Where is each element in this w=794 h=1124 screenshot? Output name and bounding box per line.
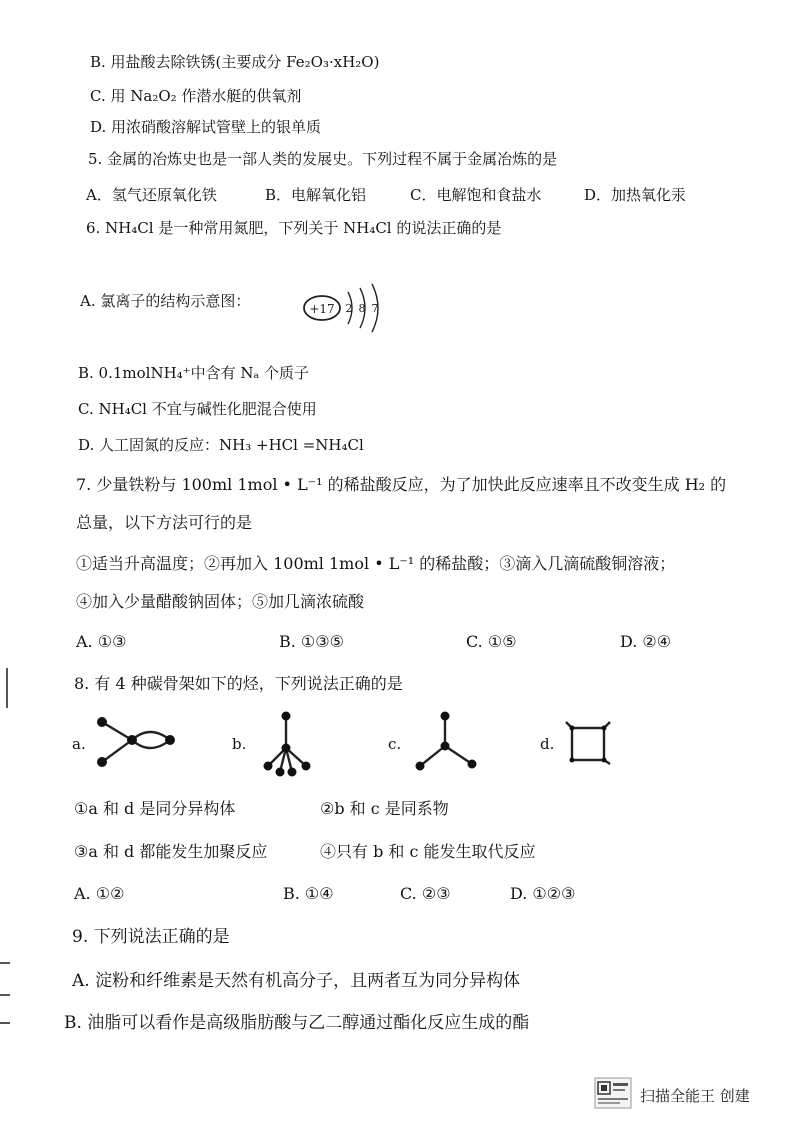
camscanner-logo-icon	[594, 1077, 632, 1109]
nucleus-charge: +17	[309, 302, 335, 316]
scan-edge-mark	[0, 994, 10, 996]
q6-stem: 6. NH₄Cl 是一种常用氮肥，下列关于 NH₄Cl 的说法正确的是	[86, 219, 502, 237]
q5-stem: 5. 金属的冶炼史也是一部人类的发展史。下列过程不属于金属冶炼的是	[88, 150, 558, 168]
q8-statement-4: ④只有 b 和 c 能发生取代反应	[320, 842, 536, 861]
q7-option-a: A. ①③	[76, 632, 127, 651]
q8-statement-1: ①a 和 d 是同分异构体	[74, 799, 236, 818]
scan-edge-mark	[6, 668, 8, 708]
q9-option-b: B. 油脂可以看作是高级脂肪酸与乙二醇通过酯化反应生成的酯	[64, 1013, 530, 1033]
q7-option-d: D. ②④	[620, 632, 672, 651]
shell-2-count: 8	[358, 302, 366, 315]
q5-option-c: C．电解饱和食盐水	[410, 186, 542, 204]
q8-stem: 8. 有 4 种碳骨架如下的烃，下列说法正确的是	[74, 674, 403, 693]
scan-edge-mark	[0, 1022, 10, 1024]
q7-option-c: C. ①⑤	[466, 632, 517, 651]
skeleton-c-diagram	[410, 710, 480, 772]
q7-option-b: B. ①③⑤	[279, 632, 344, 651]
q7-stem-cont: 总量，以下方法可行的是	[76, 513, 253, 532]
q8-statement-2: ②b 和 c 是同系物	[320, 799, 449, 818]
q6-option-c: C. NH₄Cl 不宜与碱性化肥混合使用	[78, 400, 317, 418]
skeleton-label-c: c.	[388, 735, 402, 753]
q5-option-a: A．氢气还原氧化铁	[86, 186, 217, 204]
skeleton-label-b: b.	[232, 735, 247, 753]
q6-option-b: B. 0.1molNH₄⁺中含有 Nₐ 个质子	[78, 364, 310, 382]
q4-option-d: D. 用浓硝酸溶解试管壁上的银单质	[90, 118, 322, 136]
q8-option-c: C. ②③	[400, 884, 451, 903]
skeleton-b-diagram	[258, 708, 318, 778]
skeleton-d-diagram	[560, 716, 616, 772]
shell-3-count: 7	[371, 302, 379, 315]
q7-methods-line-2: ④加入少量醋酸钠固体；⑤加几滴浓硫酸	[76, 592, 365, 611]
q4-option-c: C. 用 Na₂O₂ 作潜水艇的供氧剂	[90, 87, 302, 105]
q9-option-a: A. 淀粉和纤维素是天然有机高分子，且两者互为同分异构体	[72, 971, 521, 991]
q7-stem: 7. 少量铁粉与 100ml 1mol • L⁻¹ 的稀盐酸反应，为了加快此反应速率且不改变生成 H₂ 的	[76, 475, 727, 494]
shell-1-count: 2	[345, 302, 353, 315]
q9-stem: 9. 下列说法正确的是	[72, 927, 230, 947]
q5-option-b: B．电解氧化铝	[265, 186, 367, 204]
q8-option-a: A. ①②	[74, 884, 125, 903]
skeleton-label-d: d.	[540, 735, 555, 753]
skeleton-a-diagram	[90, 712, 180, 772]
chloride-ion-structure-diagram	[296, 280, 396, 336]
q6-option-d: D. 人工固氮的反应：NH₃ +HCl =NH₄Cl	[78, 436, 364, 454]
scan-edge-mark	[0, 962, 10, 964]
q8-option-b: B. ①④	[283, 884, 334, 903]
q5-option-d: D．加热氧化汞	[584, 186, 687, 204]
q8-option-d: D. ①②③	[510, 884, 576, 903]
skeleton-label-a: a.	[72, 735, 86, 753]
q4-option-b: B. 用盐酸去除铁锈(主要成分 Fe₂O₃·xH₂O)	[90, 53, 380, 71]
q6-option-a: A. 氯离子的结构示意图：	[80, 292, 251, 310]
scanner-watermark-text: 扫描全能王 创建	[640, 1087, 750, 1105]
q7-methods-line-1: ①适当升高温度；②再加入 100ml 1mol • L⁻¹ 的稀盐酸；③滴入几滴硫酸铜溶液；	[76, 554, 676, 573]
q8-statement-3: ③a 和 d 都能发生加聚反应	[74, 842, 268, 861]
